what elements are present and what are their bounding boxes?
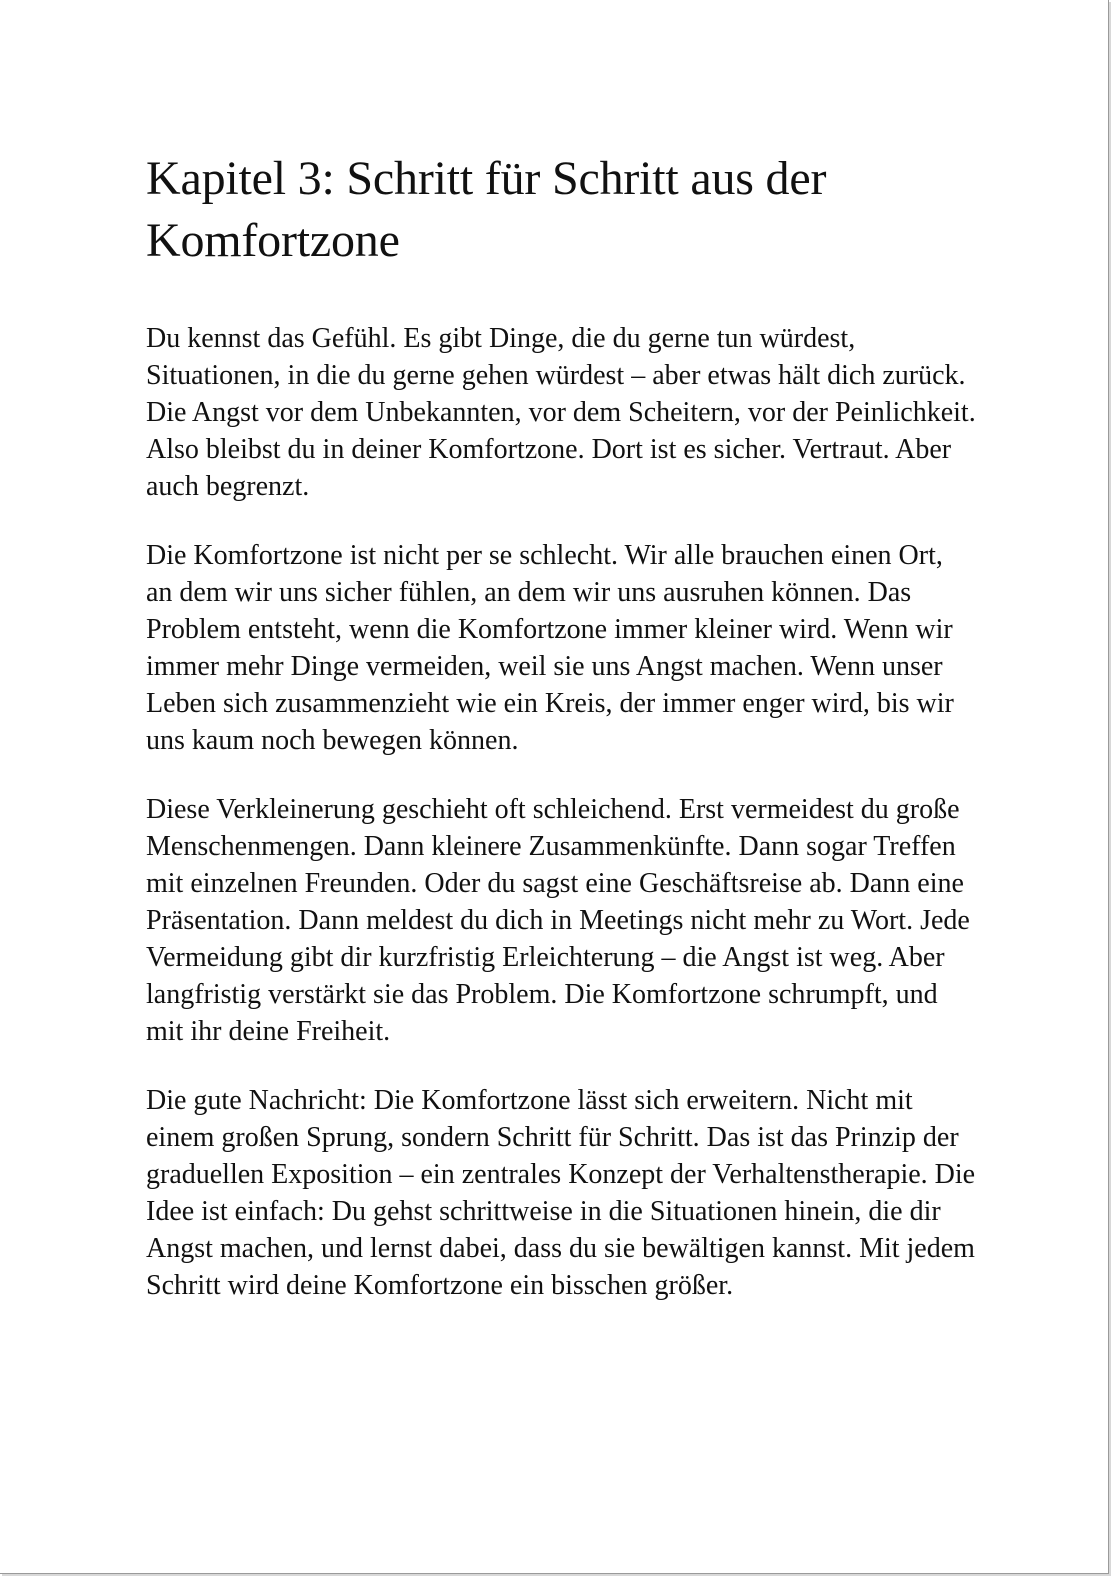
paragraph-3: Diese Verkleinerung geschieht oft schleichend. Erst vermeidest du große Menschenmengen. Dann kleinere Zusammenkünfte. Dann sogar Treffen mit einzelnen Freunden. Oder du sagst eine Geschäftsreise ab. Dann eine Präsentation. Dann meldest du dich in Meetings nicht mehr zu Wort. Jede Vermeidung gibt dir kurzfristig Erleichterung – die Angst ist weg. Aber langfristig verstärkt sie das Problem. Die Komfortzone schrumpft, und mit ihr deine Freiheit. (146, 794, 970, 1047)
page-content (146, 148, 976, 1336)
paragraph-4: Die gute Nachricht: Die Komfortzone lässt sich erweitern. Nicht mit einem großen Sprung, sondern Schritt für Schritt. Das ist das Prinzip der graduellen Exposition – ein zentrales Konzept der Verhaltenstherapie. Die Idee ist einfach: Du gehst schrittweise in die Situationen hinein, die dir Angst machen, und lernst dabei, dass du sie bewältigen kannst. Mit jedem Schritt wird deine Komfortzone ein bisschen größer. (146, 1085, 976, 1301)
paragraph-2: Die Komfortzone ist nicht per se schlecht. Wir alle brauchen einen Ort, an dem wir uns sicher fühlen, an dem wir uns ausruhen können. Das Problem entsteht, wenn die Komfortzone immer kleiner wird. Wenn wir immer mehr Dinge vermeiden, weil sie uns Angst machen. Wenn unser Leben sich zusammenzieht wie ein Kreis, der immer enger wird, bis wir uns kaum noch bewegen können. (146, 540, 954, 756)
chapter-title: Kapitel 3: Schritt für Schritt aus der Komfortzone (146, 152, 827, 267)
paragraph-1: Du kennst das Gefühl. Es gibt Dinge, die du gerne tun würdest, Situationen, in die du gerne gehen würdest – aber etwas hält dich zurück. Die Angst vor dem Unbekannten, vor dem Scheitern, vor der Peinlichkeit. Also bleibst du in deiner Komfortzone. Dort ist es sicher. Vertraut. Aber auch begrenzt. (146, 323, 976, 502)
